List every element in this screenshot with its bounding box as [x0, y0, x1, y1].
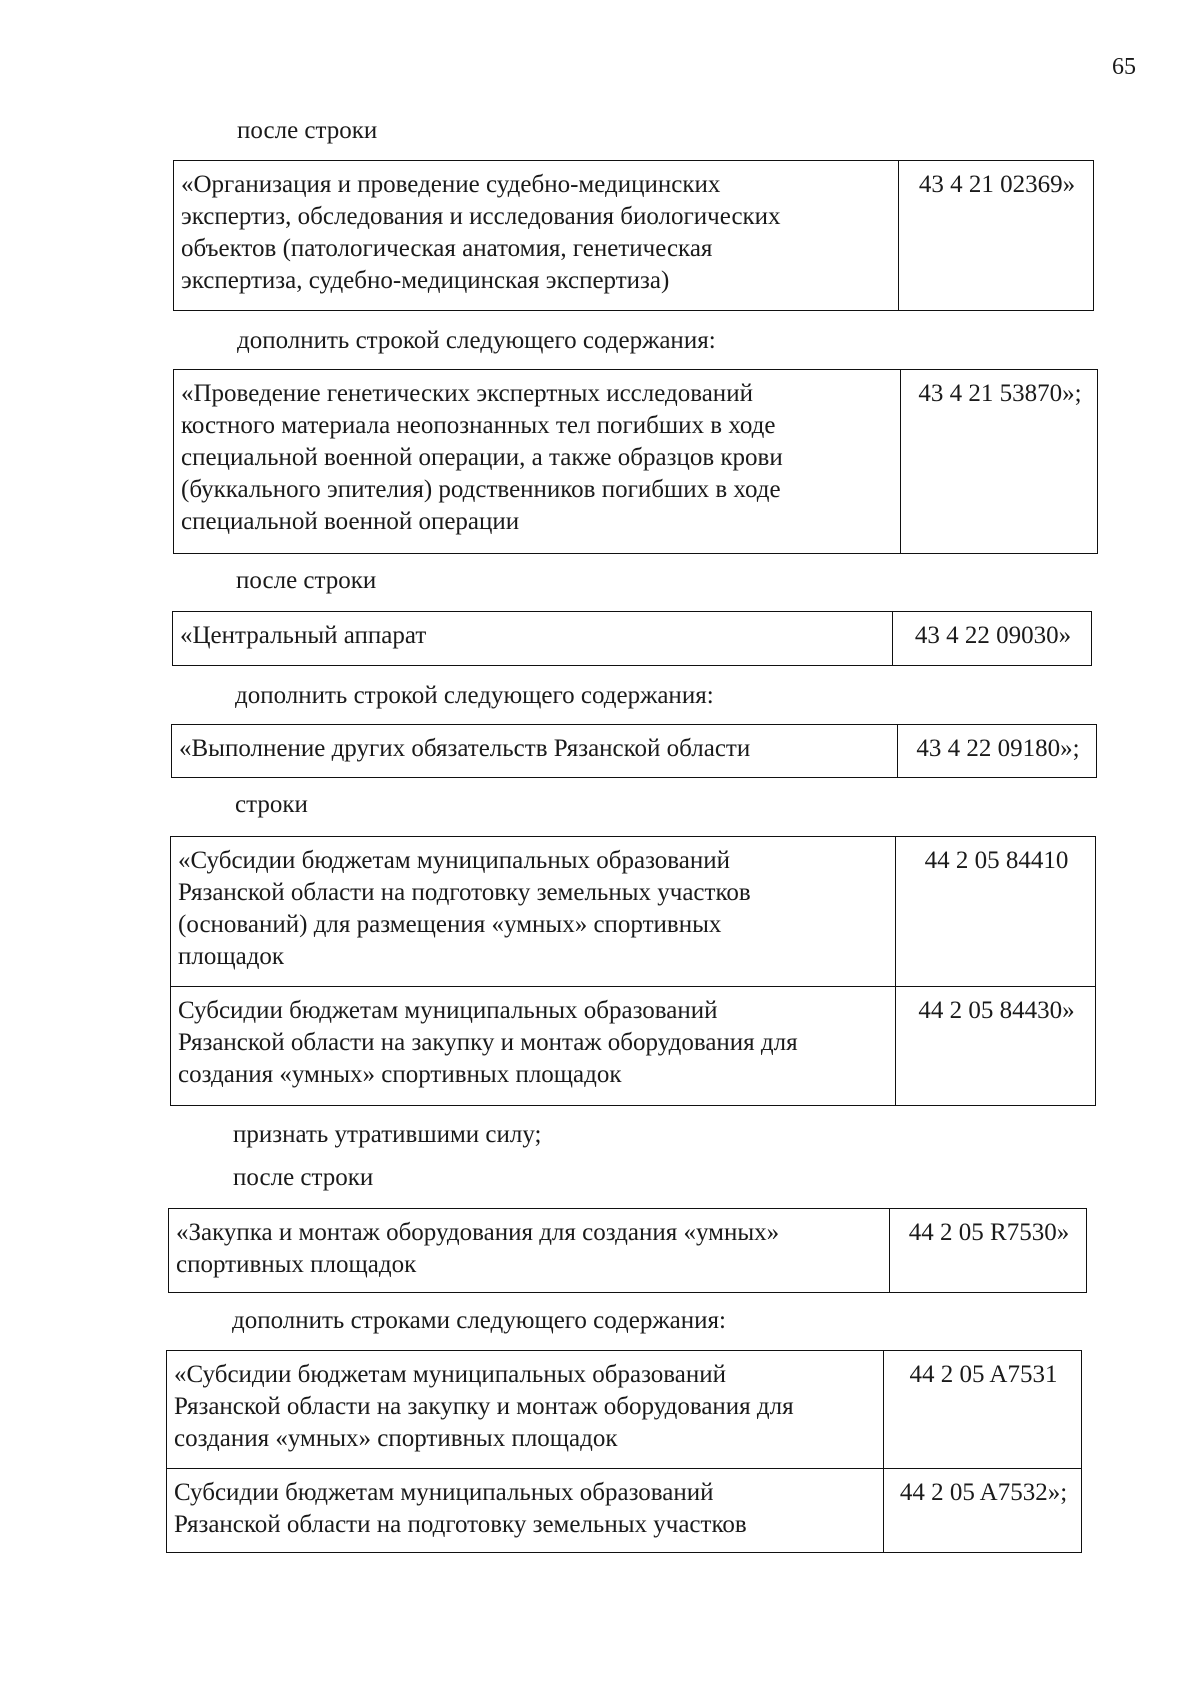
row-text: «Организация и проведение судебно-медицинских экспертиз, обследования и исследования биологических объектов (патологическая анатомия, генетическая экспертиза, судебно-медицинская экспертиза) — [174, 161, 899, 311]
instruction-rows: строки — [235, 791, 308, 818]
row-text: «Субсидии бюджетам муниципальных образований Рязанской области на закупку и монтаж оборудования для создания «умных» спортивных площадок — [167, 1351, 884, 1469]
page-number: 65 — [1112, 54, 1136, 80]
table-3 — [172, 611, 1092, 666]
row-text: Субсидии бюджетам муниципальных образований Рязанской области на закупку и монтаж оборудования для создания «умных» спортивных площадок — [171, 987, 896, 1106]
table-row — [173, 612, 1092, 666]
row-text: «Проведение генетических экспертных исследований костного материала неопознанных тел погибших в ходе специальной военной операции, а также образцов крови (буккального эпителия) родственников погибших в ходе специальной военной операции — [174, 370, 901, 554]
table-row — [171, 837, 1096, 987]
instruction-after-row-1: после строки — [237, 117, 378, 144]
row-code: 44 2 05 84430» — [896, 987, 1096, 1106]
row-code: 43 4 21 53870»; — [901, 370, 1098, 554]
row-code: 43 4 22 09030» — [893, 612, 1092, 666]
row-code: 44 2 05 A7531 — [884, 1351, 1082, 1469]
row-text: Субсидии бюджетам муниципальных образований Рязанской области на подготовку земельных участков — [167, 1469, 884, 1553]
instruction-add-rows: дополнить строками следующего содержания: — [232, 1307, 726, 1334]
table-row — [167, 1469, 1082, 1553]
table-row — [174, 161, 1094, 311]
row-code: 44 2 05 84410 — [896, 837, 1096, 987]
instruction-after-row-2: после строки — [236, 567, 377, 594]
table-2 — [173, 369, 1098, 554]
row-text: «Выполнение других обязательств Рязанской области — [172, 725, 898, 778]
row-text: «Закупка и монтаж оборудования для создания «умных» спортивных площадок — [169, 1209, 890, 1293]
table-5 — [170, 836, 1096, 1106]
table-row — [167, 1351, 1082, 1469]
row-code: 43 4 22 09180»; — [898, 725, 1097, 778]
instruction-add-row-1: дополнить строкой следующего содержания: — [237, 327, 716, 354]
table-4 — [171, 724, 1097, 778]
table-7 — [166, 1350, 1082, 1553]
table-row — [174, 370, 1098, 554]
instruction-add-row-2: дополнить строкой следующего содержания: — [235, 682, 714, 709]
table-row — [172, 725, 1097, 778]
row-text: «Субсидии бюджетам муниципальных образований Рязанской области на подготовку земельных участков (оснований) для размещения «умных» спортивных площадок — [171, 837, 896, 987]
row-code: 43 4 21 02369» — [899, 161, 1094, 311]
table-row — [169, 1209, 1087, 1293]
table-1 — [173, 160, 1094, 311]
row-text: «Центральный аппарат — [173, 612, 893, 666]
row-code: 44 2 05 A7532»; — [884, 1469, 1082, 1553]
table-6 — [168, 1208, 1087, 1293]
instruction-repeal: признать утратившими силу; — [233, 1121, 542, 1148]
table-row — [171, 987, 1096, 1106]
row-code: 44 2 05 R7530» — [890, 1209, 1087, 1293]
instruction-after-row-3: после строки — [233, 1164, 374, 1191]
